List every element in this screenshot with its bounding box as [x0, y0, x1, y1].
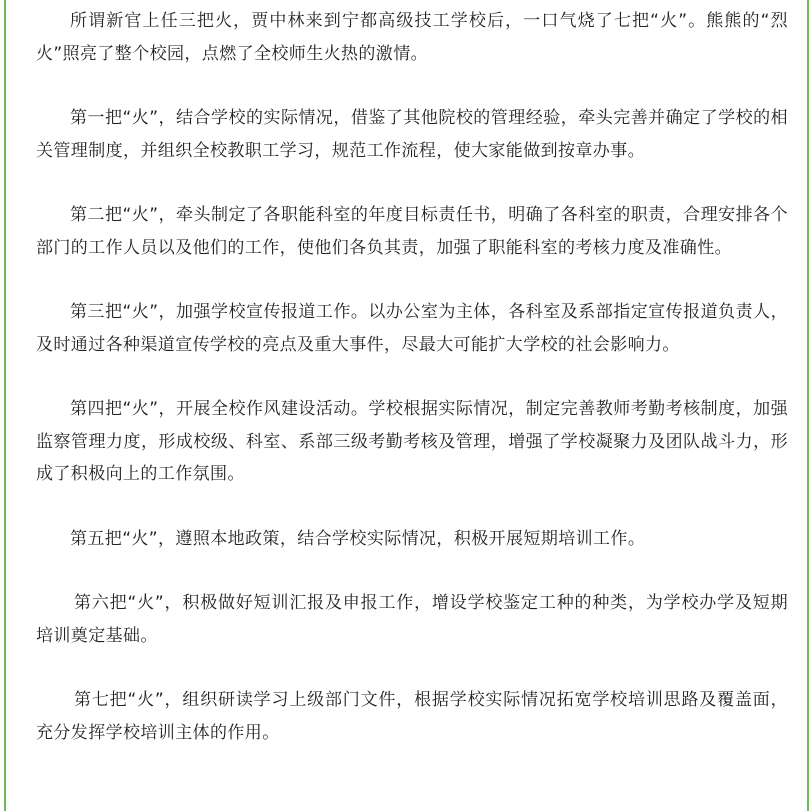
article-frame [4, 0, 809, 811]
paragraph-fire-3: 第三把“火”，加强学校宣传报道工作。以办公室为主体，各科室及系部指定宣传报道负责人，及时通过各种渠道宣传学校的亮点及重大事件，尽最大可能扩大学校的社会影响力。 [36, 302, 788, 355]
paragraph-fire-4: 第四把“火”，开展全校作风建设活动。学校根据实际情况，制定完善教师考勤考核制度，加强监察管理力度，形成校级、科室、系部三级考勤考核及管理，增强了学校凝聚力及团队战斗力，形成了积极向上的工作氛围。 [36, 399, 788, 484]
paragraph-fire-7: 第七把“火”，组织研读学习上级部门文件，根据学校实际情况拓宽学校培训思路及覆盖面，充分发挥学校培训主体的作用。 [36, 690, 788, 743]
paragraph-fire-1: 第一把“火”，结合学校的实际情况，借鉴了其他院校的管理经验，牵头完善并确定了学校的相关管理制度，并组织全校教职工学习，规范工作流程，使大家能做到按章办事。 [36, 108, 788, 161]
article-body [36, 5, 788, 781]
paragraph-fire-2: 第二把“火”，牵头制定了各职能科室的年度目标责任书，明确了各科室的职责，合理安排各个部门的工作人员以及他们的工作，使他们各负其责，加强了职能科室的考核力度及准确性。 [36, 205, 788, 258]
paragraph-intro: 所谓新官上任三把火，贾中林来到宁都高级技工学校后，一口气烧了七把“火”。熊熊的“烈火”照亮了整个校园，点燃了全校师生火热的激情。 [36, 11, 788, 64]
paragraph-fire-5: 第五把“火”，遵照本地政策，结合学校实际情况，积极开展短期培训工作。 [70, 528, 646, 549]
paragraph-fire-6: 第六把“火”，积极做好短训汇报及申报工作，增设学校鉴定工种的种类，为学校办学及短期培训奠定基础。 [36, 593, 788, 646]
